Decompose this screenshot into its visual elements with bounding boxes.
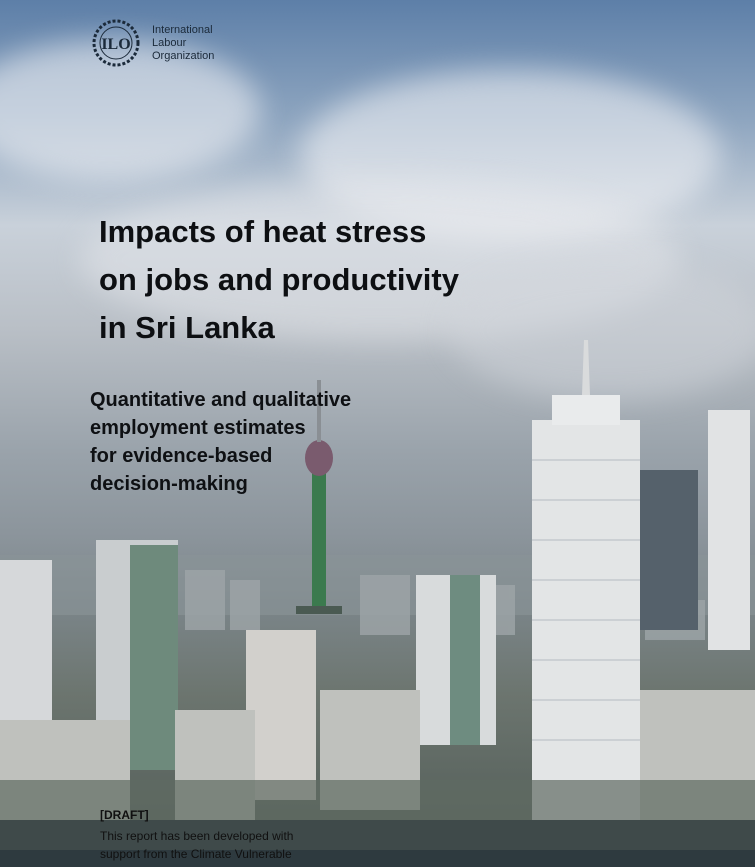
support-note-line: This report has been developed with <box>100 829 294 843</box>
organization-name-line: Organization <box>152 49 215 62</box>
organization-name-line: International <box>152 23 213 36</box>
organization-name <box>152 24 214 63</box>
report-title <box>99 208 619 352</box>
support-note <box>100 827 370 863</box>
ilo-logo <box>88 18 214 68</box>
report-subtitle-line: Quantitative and qualitative <box>90 389 352 411</box>
draft-label: [DRAFT] <box>100 808 149 822</box>
ilo-emblem-icon <box>88 18 144 68</box>
logo-letters: ILO <box>101 36 131 53</box>
support-note-line: support from the Climate Vulnerable <box>100 847 292 861</box>
report-subtitle-line: for evidence-based <box>90 445 273 467</box>
report-title-line: in Sri Lanka <box>99 310 275 345</box>
organization-name-line: Labour <box>152 36 187 49</box>
report-subtitle-line: employment estimates <box>90 417 306 439</box>
report-title-line: on jobs and productivity <box>99 262 459 297</box>
report-title-line: Impacts of heat stress <box>99 214 427 249</box>
report-subtitle <box>90 386 450 498</box>
report-subtitle-line: decision-making <box>90 473 248 495</box>
